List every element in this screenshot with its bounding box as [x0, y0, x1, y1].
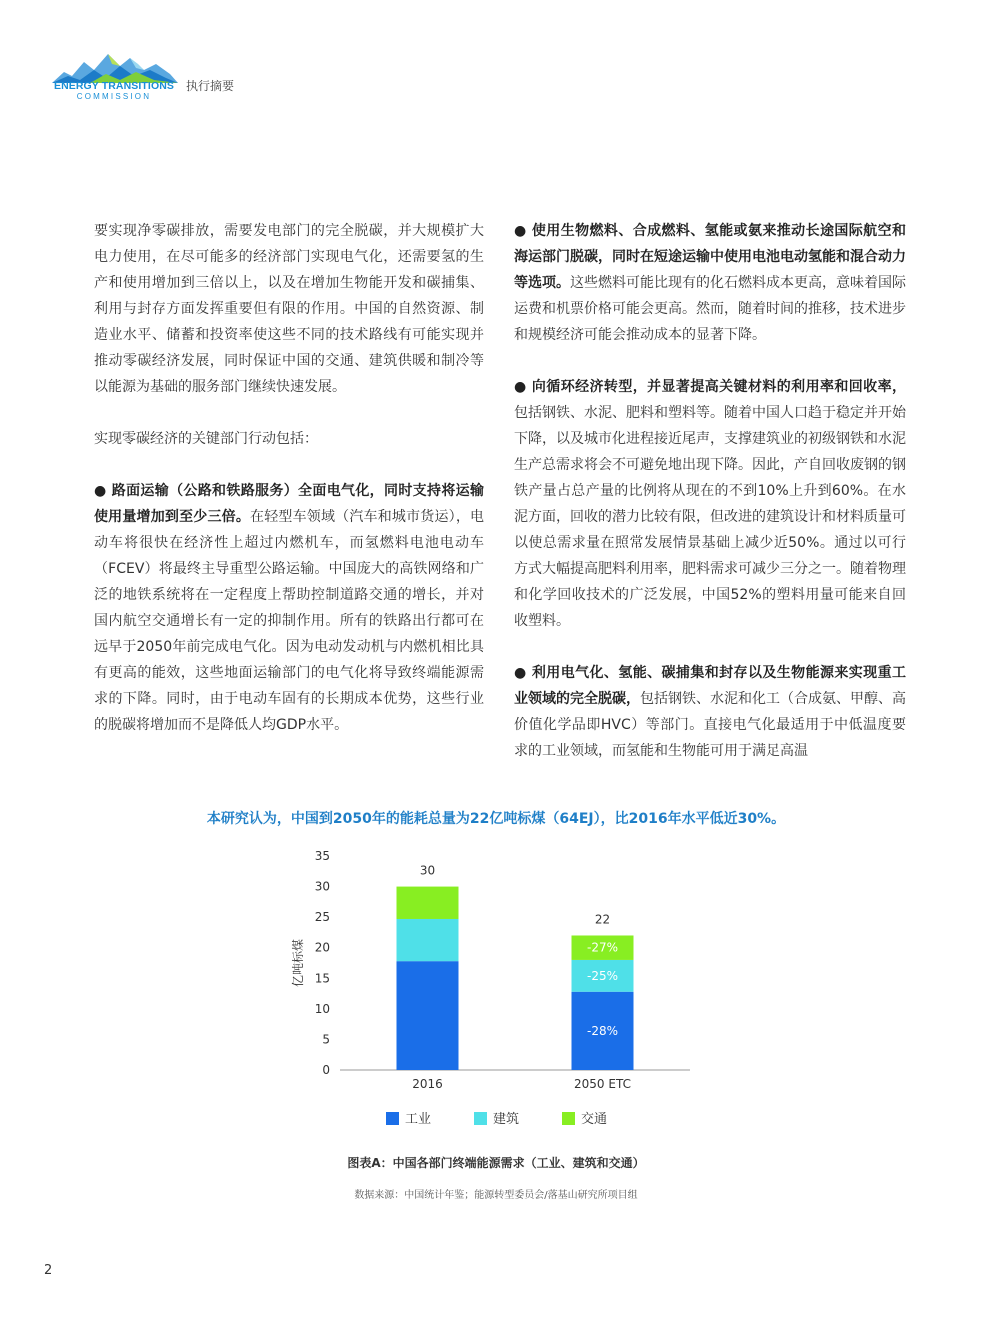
legend-item-industry [386, 1108, 431, 1127]
bullet-aviation-shipping [514, 218, 906, 348]
legend-item-buildings [474, 1108, 519, 1127]
legend-label: 建筑 [493, 1112, 520, 1127]
bullet-heavy-industry [514, 660, 906, 764]
bar-data-label: -28% [586, 1023, 619, 1038]
bullet-circular-economy [514, 374, 906, 634]
bullet-text: 包括钢铁、水泥、肥料和塑料等。随着中国人口趋于稳定并开始下降，以及城市化进程接近尾声，支撑建筑业的初级钢铁和水泥生产总需求将会不可避免地出现下降。因此，产自回收废钢的钢铁产量占总产量的比例将从现在的不到10%上升到60%。在水泥方面，回收的潜力比较有限，但改进的建筑设计和材料质量可以使总需求量在照常发展情景基础上减少近50%。通过以可行方式大幅提高肥料利用率，肥料需求可减少三分之一。随着物理和化学回收技术的广泛发展，中国52%的塑料用量可能来自回收塑料。 [514, 405, 906, 629]
lead-paragraph: 实现零碳经济的关键部门行动包括： [94, 431, 318, 447]
y-tick-label: 35 [314, 849, 330, 863]
y-tick-label: 5 [322, 1032, 330, 1047]
legend-item-transport [562, 1108, 607, 1127]
bar-total-label: 22 [594, 912, 611, 927]
bullet-bold: ● 向循环经济转型，并显著提高关键材料的利用率和回收率， [514, 379, 906, 395]
y-tick-label: 15 [314, 971, 330, 986]
left-column [94, 218, 484, 764]
legend-label: 工业 [405, 1112, 432, 1127]
bar-total-label: 30 [419, 863, 436, 878]
legend-swatch [474, 1112, 487, 1125]
bullet-bold: ● 利用电气化、氢能、碳捕集和封存以及生物能源来实现重工业领域的完全脱碳， [514, 665, 906, 707]
right-column [514, 218, 906, 790]
bullet-text: 在轻型车领域（汽车和城市货运），电动车将很快在经济性上超过内燃机车，而氢燃料电池电动车（FCEV）将最终主导重型公路运输。中国庞大的高铁网络和广泛的地铁系统将在一定程度上帮助控制道路交通的增长，并对国内航空交通增长有一定的抑制作用。所有的铁路出行都可在远早于2050年前完成电气化。因为电动发动机与内燃机相比具有更高的能效，这些地面运输部门的电气化将导致终端能源需求的下降。同时，由于电动车固有的长期成本优势，这些行业的脱碳将增加而不是降低人均GDP水平。 [94, 509, 485, 733]
figure-caption: 图表A：中国各部门终端能源需求（工业、建筑和交通） [347, 1156, 645, 1170]
bar-data-label: -25% [586, 968, 619, 983]
logo-title: ENERGY TRANSITIONS [53, 80, 175, 92]
section-label: 执行摘要 [186, 79, 235, 93]
intro-paragraph: 要实现净零碳排放，需要发电部门的完全脱碳，并大规模扩大电力使用，在尽可能多的经济部门实现电气化，还需要氢的生产和使用增加到三倍以上，以及在增加生物能开发和碳捕集、利用与封存方面发挥重要但有限的作用。中国的自然资源、制造业水平、储蓄和投资率使这些不同的技术路线有可能实现并推动零碳经济发展，同时保证中国的交通、建筑供暖和制冷等以能源为基础的服务部门继续快速发展。 [94, 223, 484, 395]
y-tick-label: 25 [314, 910, 330, 925]
y-tick-label: 10 [314, 1001, 330, 1016]
bullet-bold: ● 路面运输（公路和铁路服务）全面电气化，同时支持将运输使用量增加到至少三倍。 [94, 483, 484, 525]
y-axis-label: 亿吨标煤 [291, 938, 305, 988]
legend-label: 交通 [581, 1112, 608, 1127]
page-number: 2 [44, 1263, 53, 1278]
bar-segment [397, 887, 459, 919]
bar-segment [397, 919, 459, 961]
y-tick-label: 0 [322, 1063, 330, 1077]
x-tick-label: 2016 [412, 1077, 443, 1091]
bullet-text: 包括钢铁、水泥和化工（合成氨、甲醇、高价值化学品即HVC）等部门。直接电气化最适用于中低温度要求的工业领域，而氢能和生物能可用于满足高温 [514, 691, 906, 759]
bullet-bold: ● 使用生物燃料、合成燃料、氢能或氨来推动长途国际航空和海运部门脱碳，同时在短途运输中使用电池电动氢能和混合动力等选项。 [514, 223, 906, 291]
legend-swatch [386, 1112, 399, 1125]
bullet-text: 这些燃料可能比现有的化石燃料成本更高，意味着国际运费和机票价格可能会更高。然而，随着时间的推移，技术进步和规模经济可能会推动成本的显著下降。 [514, 275, 906, 343]
logo-subtitle: COMMISSION [76, 92, 152, 101]
bullet-road-transport [94, 478, 484, 738]
y-tick-label: 20 [314, 940, 330, 955]
y-tick-label: 30 [314, 879, 330, 894]
figure-source: 数据来源：中国统计年鉴；能源转型委员会/落基山研究所项目组 [354, 1190, 638, 1201]
energy-demand-chart [270, 840, 710, 1100]
legend-swatch [562, 1112, 575, 1125]
x-tick-label: 2050 ETC [574, 1077, 631, 1091]
bar-data-label: -27% [586, 940, 619, 955]
etc-logo-icon [50, 50, 180, 84]
chart-headline: 本研究认为，中国到2050年的能耗总量为22亿吨标煤（64EJ），比2016年水平低近30%。 [206, 811, 786, 827]
header [50, 50, 350, 110]
bar-segment [397, 961, 459, 1070]
